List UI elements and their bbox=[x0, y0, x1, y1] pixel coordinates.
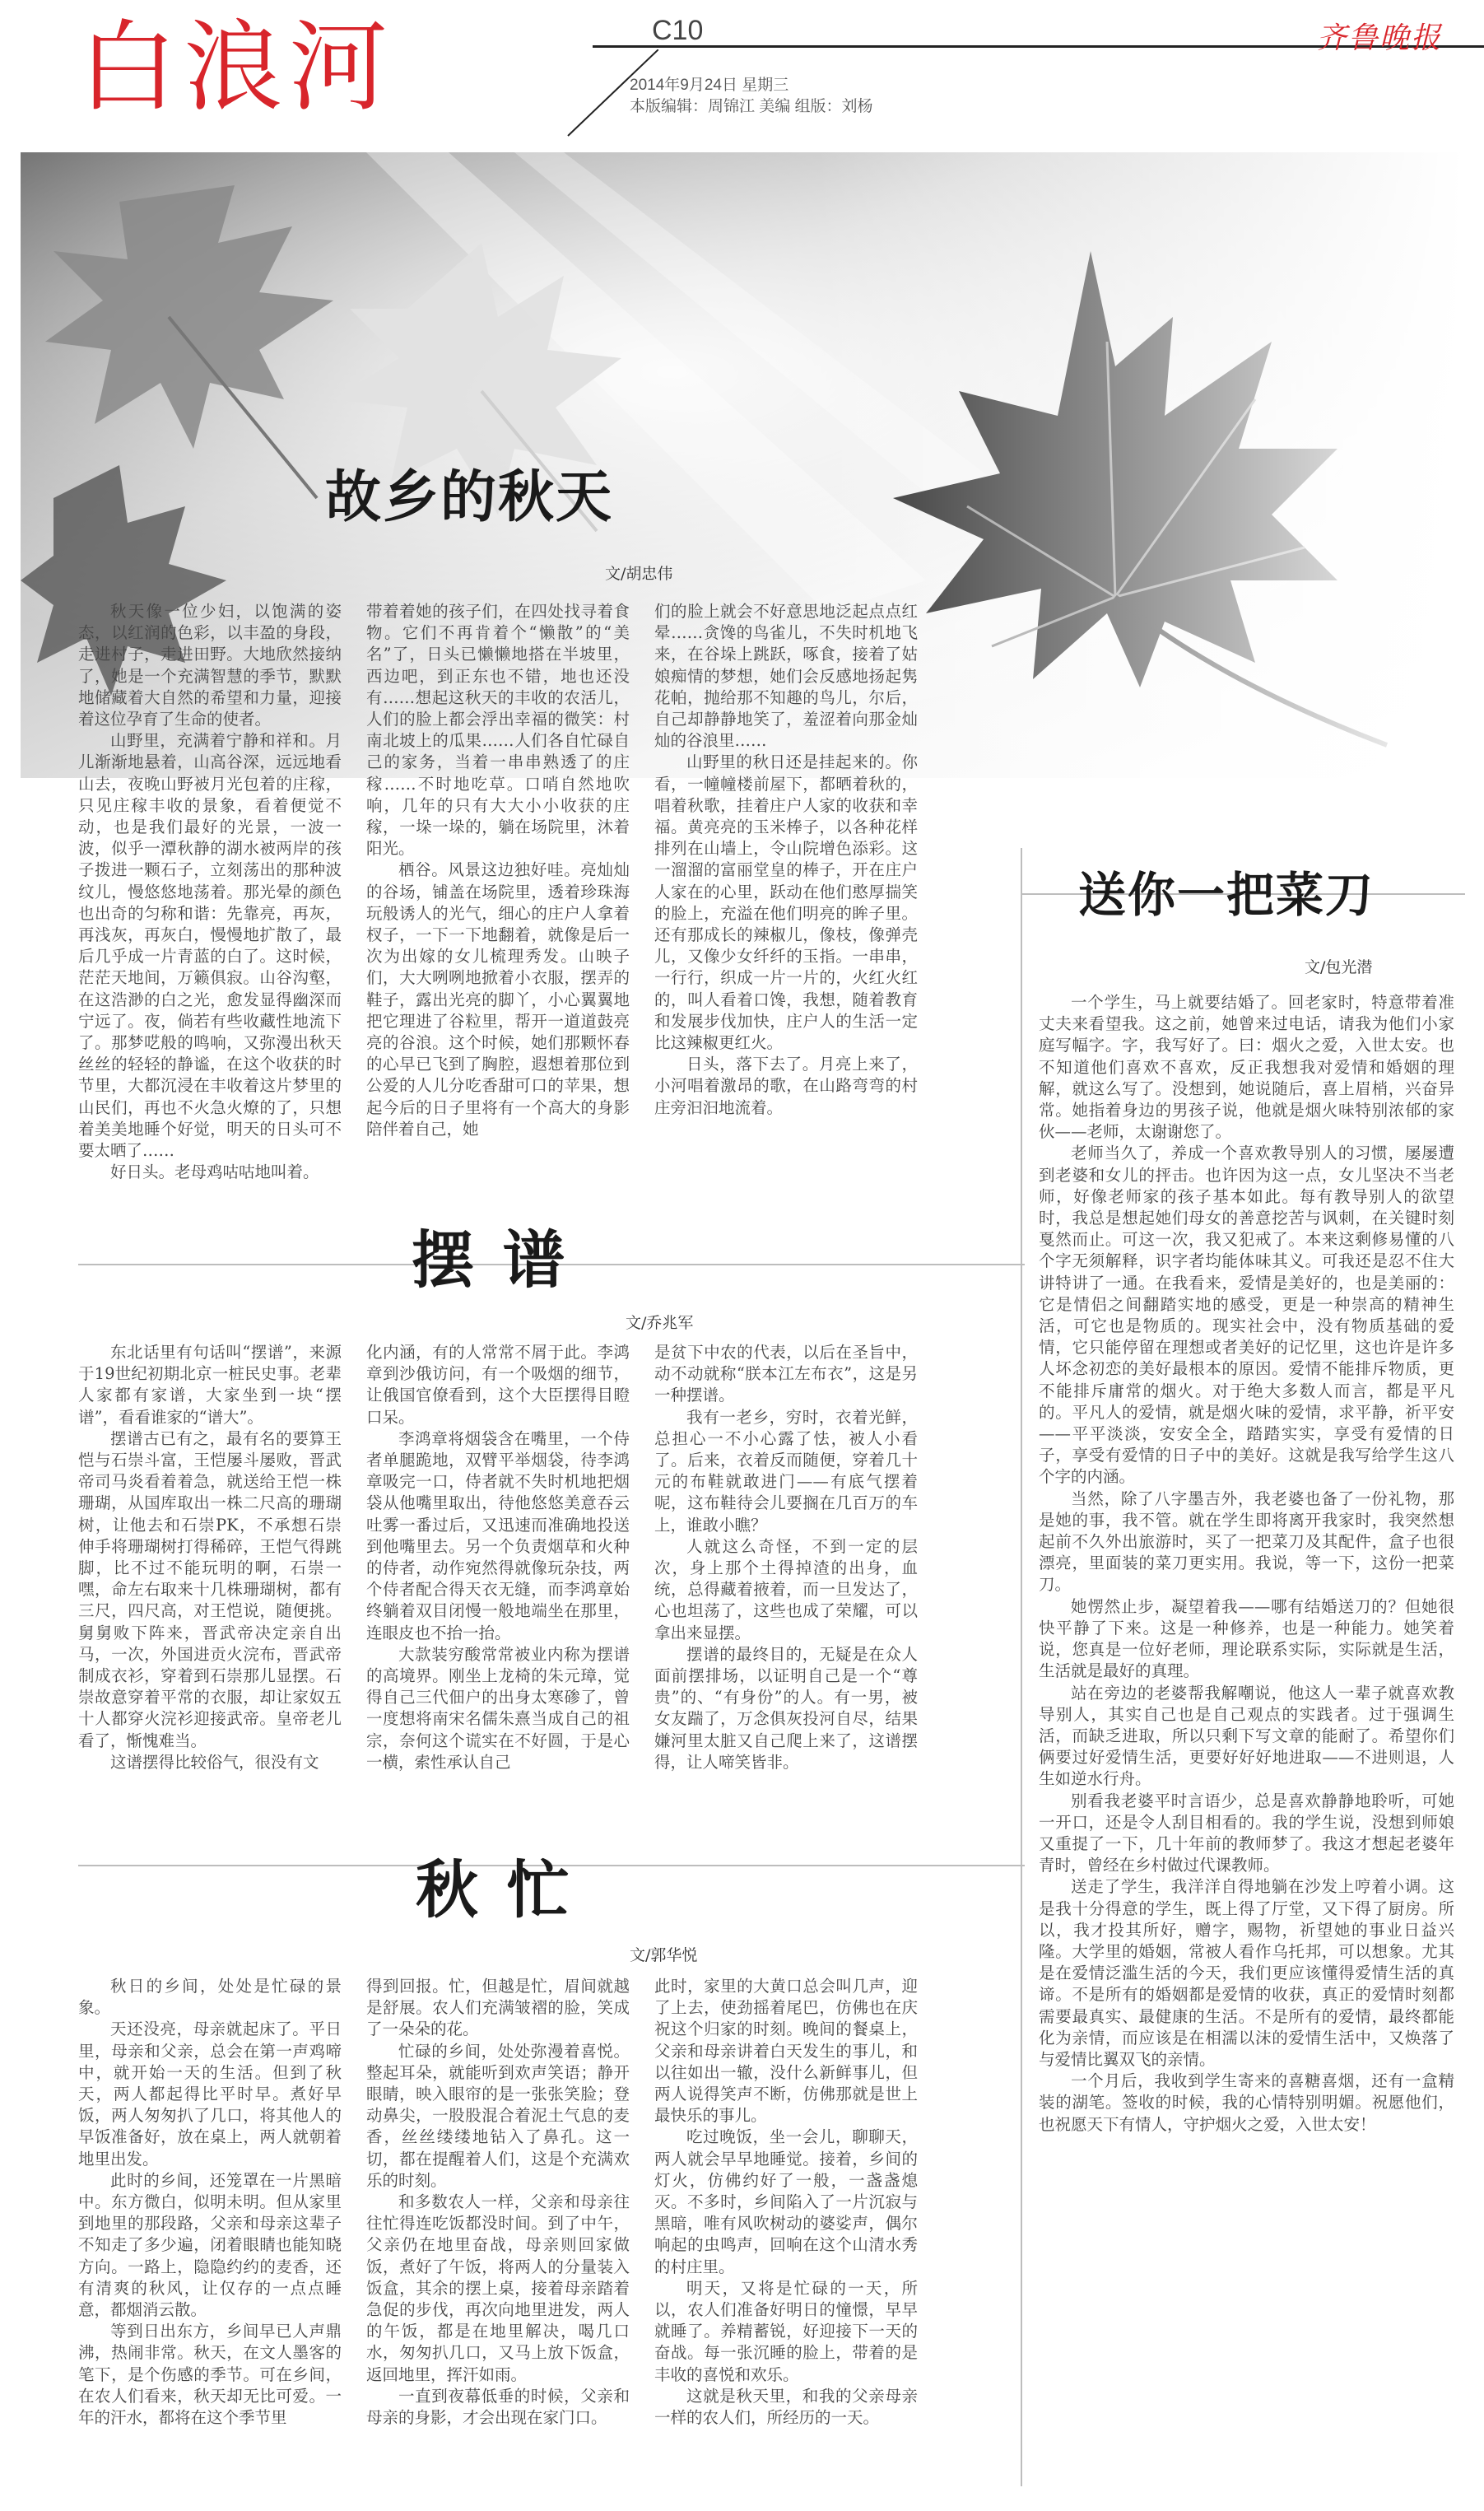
paragraph: 站在旁边的老婆帮我解嘲说，他这人一辈子就喜欢教导别人，其实自己也是自己观点的实践者。过于强调生活，而缺乏进取，所以只剩下写文章的能耐了。希望你们俩要过好爱情生活，更要好好好地进取——不进则退，人生如逆水行舟。 bbox=[1039, 1683, 1454, 1789]
paragraph: 山野里的秋日还是挂起来的。你看，一幢幢楼前屋下，都晒着秋的，唱着秋歌，挂着庄户人家的收获和幸福。黄亮亮的玉米棒子，以各种花样排列在山墙上，令山院增色添彩。这一溜溜的富丽堂皇的棒子，开在庄户人家在的心里，跃动在他们憨厚揣笑的脸上，充溢在他们明亮的眸子里。还有那成长的辣椒儿，像枝，像弹壳儿，又像少女纤纤的玉指。一串串，一行行，织成一片一片的，火红火红的，叫人看着口馋，我想，随着教育和发展步伐加快，庄户人的生活一定比这辣椒更红火。 bbox=[654, 752, 918, 1053]
paragraph: 一直到夜幕低垂的时候，父亲和母亲的身影，才会出现在家门口。 bbox=[366, 2386, 630, 2428]
paragraph: 和多数农人一样，父亲和母亲往往忙得连吃饭都没时间。到了中午，父亲仍在地里奋战，母亲则回家做饭，煮好了午饭，将两人的分量装入饭盒，其余的摆上桌，接着母亲踏着急促的步伐，再次向地里进发，两人的午饭，都是在地里解决，喝几口水，匆匆扒几口，又马上放下饭盒，返回地里，挥汗如雨。 bbox=[366, 2192, 630, 2384]
article-byline: 文/胡忠伟 bbox=[605, 565, 673, 583]
article-column bbox=[366, 1342, 630, 1819]
paragraph: 此时的乡间，还笼罩在一片黑暗中。东方微白，似明未明。但从家里到地里的那段路，父亲和母亲这辈子不知走了多少遍，闭着眼睛也能知晓方向。一路上，隐隐约约的麦香，还有清爽的秋风，让仅存的一点点睡意，都烟消云散。 bbox=[78, 2170, 342, 2320]
paragraph: 山野里，充满着宁静和祥和。月儿渐渐地悬着，山高谷深，远远地看山去，夜晚山野被月光包着的庄稼，只见庄稼丰收的景象，看着便觉不动，也是我们最好的光景，一波一波，似乎一潭秋静的湖水被两岸的孩子拨进一颗石子，立刻荡出的那种波纹儿，慢悠悠地荡着。那光晕的颜色也出奇的匀称和谐：先靠亮，再灰，再浅灰，再灰白，慢慢地扩散了，最后几乎成一片青蓝的白了。这时候，茫茫天地间，万籁俱寂。山谷沟壑，在这浩渺的白之光，愈发显得幽深而宁远了。夜，倘若有些收藏性地流下了。那梦呓般的鸣响，又弥漫出秋天丝丝的轻轻的静谧，在这个收获的时节里，大都沉浸在丰收着这片梦里的山民们，再也不火急火燎的了，只想着美美地睡个好觉，明天的日头可不要太晒了…… bbox=[78, 731, 342, 1161]
paragraph: 好日头。老母鸡咕咕地叫着。 bbox=[110, 1162, 319, 1182]
paragraph: 摆谱古已有之，最有名的要算王恺与石崇斗富，王恺屡斗屡败，晋武帝司马炎看着着急，就送给王恺一株珊瑚，从国库取出一株二尺高的珊瑚树，让他去和石崇PK，不承想石崇伸手将珊瑚树打得稀碎，王恺气得跳脚，比不过不能玩明的啊，石崇一嘿，命左右取来十几株珊瑚树，都有三尺，四尺高，对王恺说，随便挑。舅舅败下阵来，晋武帝决定亲自出马，一次，外国进贡火浣布，晋武帝制成衣衫，穿着到石崇那儿显摆。石崇故意穿着平常的衣服，却让家奴五十人都穿火浣衫迎接武帝。皇帝老儿看了，惭愧难当。 bbox=[78, 1428, 342, 1750]
article-column bbox=[654, 1342, 918, 1819]
paragraph: 老师当久了，养成一个喜欢教导别人的习惯，屡屡遭到老婆和女儿的抨击。也许因为这一点，女儿坚决不当老师，好像老师家的孩子基本如此。每有教导别人的欲望时，我总是想起她们母女的善意挖苦与讽刺，在关键时刻戛然而止。可这一次，我又犯戒了。本来这剩修易懂的八个字无须解释，识字者均能体味其义。可我还是忍不住大讲特讲了一通。在我看来，爱情是美好的，也是美丽的：它是情侣之间翻踏实地的感受，更是一种崇高的精神生活，可它也是物质的。现实社会中，没有物质基础的爱情，它只能停留在理想或者美好的记忆里，这也许是许多人坏念初恋的美好最根本的原因。爱情不能排斥物质，更不能排斥庸常的烟火。对于绝大多数人而言，都是平凡的。平凡人的爱情，就是烟火味的爱情，求平静，祈平安——平平淡淡，安安全全，踏踏实实，享受有爱情的日子，享受有爱情的日子中的美好。这就是我写给学生这八个字的内涵。 bbox=[1039, 1144, 1454, 1487]
article-column bbox=[366, 601, 630, 1309]
paragraph: 明天，又将是忙碌的一天，所以，农人们准备好明日的憧憬，早早就睡了。养精蓄锐，好迎接下一天的奋战。每一张沉睡的脸上，带着的是丰收的喜悦和欢乐。 bbox=[654, 2278, 918, 2384]
article-byline: 文/乔兆军 bbox=[626, 1314, 694, 1332]
paragraph: 们的脸上就会不好意思地泛起点点红晕……贪馋的鸟雀儿，不失时机地飞来，在谷垛上跳跃，啄食，接着了姑娘痴情的梦想，她们会反感地扬起隽花帕，抛给那不知趣的鸟儿，尔后，自己却静静地笑了，羞涩着向那金灿灿的谷浪里…… bbox=[654, 602, 918, 751]
paragraph: 这谱摆得比较俗气，很没有文 bbox=[110, 1752, 319, 1772]
paragraph: 人就这么奇怪，不到一定的层次，身上那个土得掉渣的出身，血统，总得藏着掖着，而一旦发达了，心也坦荡了，这些也成了荣耀，可以拿出来显摆。 bbox=[654, 1536, 918, 1642]
paragraph: 天还没亮，母亲就起床了。平日里，母亲和父亲，总会在第一声鸡啼中，就开始一天的生活。但到了秋天，两人都起得比平时早。煮好早饭，两人匆匆扒了几口，将其他人的早饭准备好，放在桌上，两人就朝着地里出发。 bbox=[78, 2020, 342, 2169]
column-divider bbox=[1021, 848, 1022, 2486]
paragraph: 忙碌的乡间，处处弥漫着喜悦。整起耳朵，就能听到欢声笑语；静开眼睛，映入眼帘的是一张张笑脸；登动鼻尖，一股股混合着泥土气息的麦香，丝丝缕缕地钻入了鼻孔。这一切，都在提醒着人们，这是个充满欢乐的时刻。 bbox=[366, 2041, 630, 2190]
article-column bbox=[366, 1976, 630, 2486]
article-title: 秋 忙 bbox=[416, 1853, 573, 1926]
editor-credits: 本版编辑：周锦江 美编 组版：刘杨 bbox=[630, 98, 873, 115]
publication-logo: 齐鲁晚报 bbox=[1317, 21, 1443, 55]
article-column bbox=[1039, 992, 1454, 2474]
paragraph: 李鸿章将烟袋含在嘴里，一个侍者单腿跪地，双臂平举烟袋，待李鸿章吸完一口，侍者就不失时机地把烟袋从他嘴里取出，待他悠悠美意吞云吐雾一番过后，又迅速而准确地投送到他嘴里去。另一个负责烟草和火种的侍者，动作宛然得就像玩杂技，两个侍者配合得天衣无缝，而李鸿章始终躺着双目闭慢一般地端坐在那里，连眼皮也不抬一抬。 bbox=[366, 1428, 630, 1642]
paragraph: 秋天像一位少妇，以饱满的姿态，以红润的色彩，以丰盈的身段，走进村子，走进田野。大地欣然接纳了，她是一个充满智慧的季节，默默地储藏着大自然的希望和力量，迎接着这位孕育了生命的使者。 bbox=[78, 602, 342, 729]
paragraph: 带着着她的孩子们，在四处找寻着食物。它们不再肯着个“懒散”的“美名”了，日头已懒懒地搭在半坡里，西边吧，到正东也不错，地也还没有……想起这秋天的丰收的农活儿，人们的脸上都会浮出幸福的微笑：村南北坡上的瓜果……人们各自忙碌自己的家务，当着一串串熟透了的庄稼……不时地吃草。口哨自然地吹响，几年的只有大大小小收获的庄稼，一垛一垛的，躺在场院里，沐着阳光。 bbox=[366, 602, 630, 859]
section-title: 白浪河 bbox=[78, 11, 394, 125]
paragraph: 栖谷。风景这边独好哇。亮灿灿的谷场，铺盖在场院里，透着珍珠海玩般诱人的光气，细心的庄户人拿着杈子，一下一下地翻着，就像是后一次为出嫁的女儿梳理秀发。山映子们，大大咧咧地掀着小衣服，摆弄的鞋子，露出光亮的脚丫，小心翼翼地把它理进了谷粒里，帮开一道道鼓亮亮的谷浪。这个时候，她们那颗怀春的心早已飞到了胸腔，遐想着那位到公爱的人儿分吃香甜可口的苹果，想起今后的日子里将有一个高大的身影陪伴着自己，她 bbox=[366, 860, 630, 1139]
paragraph: 大款装穷酸常常被业内称为摆谱的高境界。刚坐上龙椅的朱元璋，觉得自己三代佃户的出身太寒碜了，曾一度想将南宋名儒朱熹当成自己的祖宗，奈何这个谎实在不好圆，于是心一横，索性承认自己 bbox=[366, 1644, 630, 1772]
paragraph: 摆谱的最终目的，无疑是在众人面前摆排场，以证明自己是一个“尊贵”的、“有身份”的人。有一男，被女友踹了，万念俱灰投河自尽，结果嫌河里太脏又自己爬上来了，这谱摆得，让人啼笑皆非。 bbox=[654, 1644, 918, 1772]
paragraph: 一个月后，我收到学生寄来的喜糖喜烟，还有一盒精装的湖笔。签收的时候，我的心情特别明媚。祝愿他们，也祝愿天下有情人，守护烟火之爱，入世太安！ bbox=[1039, 2071, 1454, 2134]
paragraph: 别看我老婆平时言语少，总是喜欢静静地聆听，可她一开口，还是令人刮目相看的。我的学生说，没想到师娘又重提了一下，几十年前的教师梦了。我这才想起老婆年青时，曾经在乡村做过代课教师。 bbox=[1039, 1791, 1454, 1875]
article-title: 故乡的秋天 bbox=[325, 465, 614, 530]
paragraph: 她愣然止步，凝望着我——哪有结婚送刀的？但她很快平静了下来。这是一种修养，也是一种能力。她笑着说，您真是一位好老师，理论联系实际，实际就是生活，生活就是最好的真理。 bbox=[1039, 1596, 1454, 1681]
paragraph: 秋日的乡间，处处是忙碌的景象。 bbox=[78, 1977, 342, 2018]
paragraph: 日头，落下去了。月亮上来了，小河唱着激昂的歌，在山路弯弯的村庄旁汩汩地流着。 bbox=[654, 1055, 918, 1117]
page-number: C10 bbox=[652, 15, 704, 46]
paragraph: 我有一老乡，穷时，衣着光鲜，总担心一不小心露了怯，被人小看了。后来，衣着反而随便，穿着几十元的布鞋就敢进门——有底气摆着呢，这布鞋待会儿要搁在几百万的车上，谁敢小瞧？ bbox=[654, 1407, 918, 1535]
article-byline: 文/郭华悦 bbox=[630, 1946, 698, 1964]
paragraph: 一个学生，马上就要结婚了。回老家时，特意带着准丈夫来看望我。这之前，她曾来过电话，请我为他们小家庭写幅字。字，我写好了。曰：烟火之爱，入世太安。也不知道他们喜欢不喜欢，反正我想我对爱情和婚姻的理解，就这么写了。没想到，她说随后，喜上眉梢，兴奋异常。她指着身边的男孩子说，他就是烟火味特别浓郁的家伙——老师，太谢谢您了。 bbox=[1039, 993, 1454, 1142]
paragraph: 得到回报。忙，但越是忙，眉间就越是舒展。农人们充满皱褶的脸，笑成了一朵朵的花。 bbox=[366, 1977, 630, 2039]
paragraph: 当然，除了八字墨吉外，我老婆也备了一份礼物，那是她的事，我不管。就在学生即将离开我家时，我突然想起前不久外出旅游时，买了一把菜刀及其配件，盒子也很漂亮，里面装的菜刀更实用。我说，等一下，这份一把菜刀。 bbox=[1039, 1488, 1454, 1595]
paragraph: 此时，家里的大黄口总会叫几声，迎了上去，使劲摇着尾巴，仿佛也在庆祝这个归家的时刻。晚间的餐桌上，父亲和母亲讲着白天发生的事儿，和以往如出一辙，没什么新鲜事儿，但两人说得笑声不断，仿佛那就是世上最快乐的事儿。 bbox=[654, 1977, 918, 2126]
article-title: 摆 谱 bbox=[412, 1223, 569, 1297]
article-byline: 文/包光潜 bbox=[1305, 958, 1373, 976]
article-column bbox=[78, 601, 342, 1309]
paragraph: 这就是秋天里，和我的父亲母亲一样的农人们，所经历的一天。 bbox=[654, 2386, 918, 2428]
article-title: 送你一把菜刀 bbox=[1078, 867, 1375, 923]
paragraph: 东北话里有句话叫“摆谱”，来源于19世纪初期北京一桩民史事。老辈人家都有家谱，大家坐到一块“摆谱”，看看谁家的“谱大”。 bbox=[78, 1343, 342, 1427]
article-column bbox=[654, 1976, 918, 2486]
issue-date: 2014年9月24日 星期三 bbox=[630, 77, 789, 94]
article-column bbox=[78, 1976, 342, 2486]
paragraph: 等到日出东方，乡间早已人声鼎沸，热闹非常。秋天，在文人墨客的笔下，是个伤感的季节。可在乡间，在农人们看来，秋天却无比可爱。一年的汗水，都将在这个季节里 bbox=[78, 2322, 342, 2428]
article-column bbox=[78, 1342, 342, 1819]
article-column bbox=[654, 601, 918, 1301]
paragraph: 吃过晚饭，坐一会儿，聊聊天，两人就会早早地睡觉。接着，乡间的灯火，仿佛约好了一般，一盏盏熄灭。不多时，乡间陷入了一片沉寂与黑暗，唯有风吹树动的婆娑声，偶尔响起的虫鸣声，回响在这个山清水秀的村庄里。 bbox=[654, 2127, 918, 2276]
paragraph: 化内涵，有的人常常不屑于此。李鸿章到沙俄访问，有一个吸烟的细节，让俄国官僚看到，这个大臣摆得目瞪口呆。 bbox=[366, 1343, 630, 1427]
paragraph: 送走了学生，我洋洋自得地躺在沙发上哼着小调。这是我十分得意的学生，既上得了厅堂，又下得了厨房。所以，我才投其所好，赠字，赐物，祈望她的事业日益兴隆。大学里的婚姻，常被人看作乌托邦，可以想象。尤其是在爱情泛滥生活的今天，我们更应该懂得爱情生活的真谛。不是所有的婚姻都是爱情的收获，真正的爱情时刻都需要最真实、最健康的生活。不是所有的爱情，最终都能化为亲情，而应该是在相濡以沫的爱情生活中，又焕落了与爱情比翼双飞的亲情。 bbox=[1039, 1877, 1454, 2069]
paragraph: 是贫下中农的代表，以后在圣旨中，动不动就称“朕本江左布衣”，这是另一种摆谱。 bbox=[654, 1343, 918, 1405]
